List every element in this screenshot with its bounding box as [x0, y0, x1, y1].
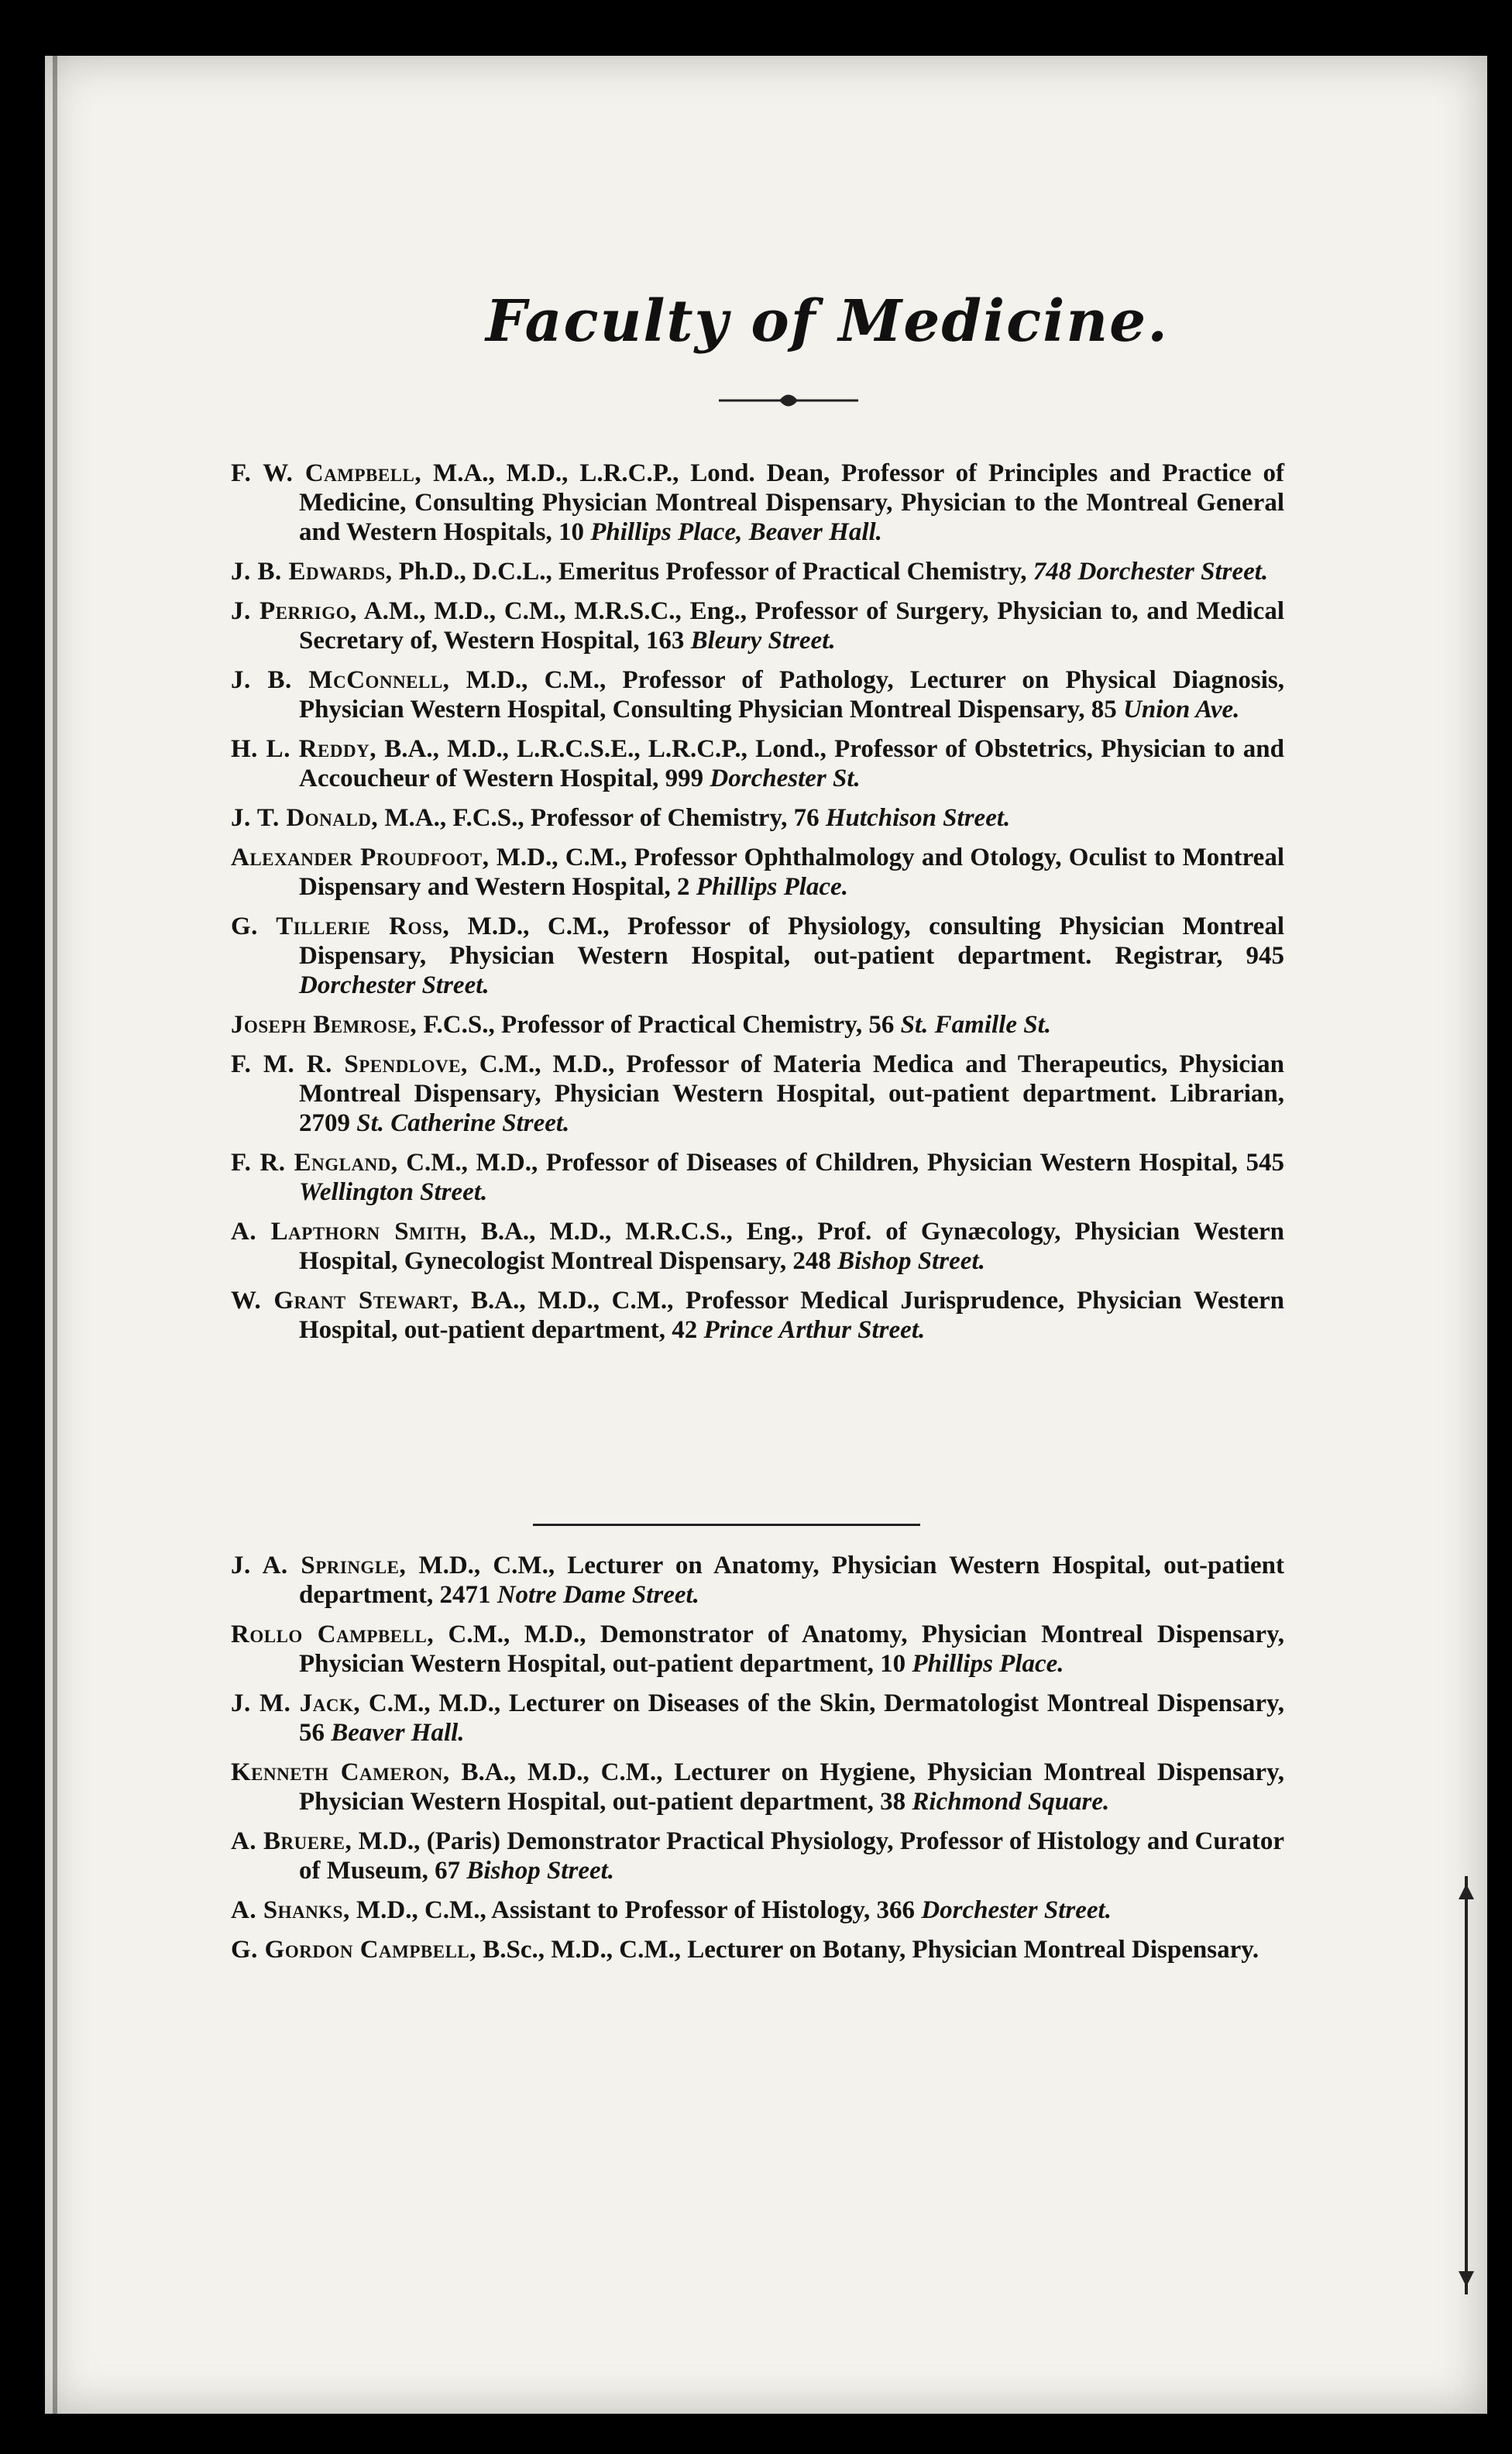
faculty-entry	[231, 803, 1284, 833]
entry-name: W. Grant Stewart,	[231, 1287, 459, 1315]
faculty-list	[231, 459, 1284, 1355]
entry-text: M.D., C.M., Professor Ophthalmology and Otology, Oculist to Montreal Dispensary and Western Hospital, 2	[299, 844, 1284, 901]
entry-text: C.M., M.D., Professor of Diseases of Children, Physician Western Hospital, 545	[397, 1149, 1284, 1177]
entry-name: J. T. Donald,	[231, 804, 379, 832]
entry-address: Phillips Place, Beaver Hall.	[590, 518, 882, 546]
entry-address: Dorchester Street.	[921, 1896, 1112, 1924]
entry-address: St. Catherine Street.	[356, 1109, 570, 1137]
entry-name: A. Lapthorn Smith,	[231, 1218, 467, 1246]
faculty-entry	[231, 1010, 1284, 1040]
entry-text: M.D., C.M., Lecturer on Anatomy, Physician Western Hospital, out-patient department, 2471	[299, 1552, 1284, 1609]
entry-name: A. Bruere,	[231, 1827, 352, 1855]
lecturer-entry	[231, 1827, 1284, 1885]
entry-text: M.D., (Paris) Demonstrator Practical Physiology, Professor of Histology and Curator of Museum, 67	[299, 1827, 1284, 1885]
entry-text: C.M., M.D., Lecturer on Diseases of the Skin, Dermatologist Montreal Dispensary, 56	[299, 1689, 1284, 1747]
entry-address: Bishop Street.	[837, 1247, 985, 1275]
section-divider	[533, 1524, 920, 1526]
entry-name: H. L. Reddy,	[231, 735, 376, 763]
entry-name: F. M. R. Spendlove,	[231, 1050, 468, 1078]
faculty-entry	[231, 1286, 1284, 1345]
entry-name: J. Perrigo,	[231, 597, 357, 625]
entry-address: Wellington Street.	[299, 1178, 488, 1206]
entry-name: G. Tillerie Ross,	[231, 913, 450, 940]
faculty-entry	[231, 912, 1284, 1000]
faculty-entry	[231, 1148, 1284, 1207]
faculty-entry	[231, 557, 1284, 586]
entry-name: A. Shanks,	[231, 1896, 350, 1924]
entry-address: Phillips Place.	[696, 873, 848, 901]
entry-address: Dorchester Street.	[299, 971, 490, 999]
lecturer-entry	[231, 1620, 1284, 1679]
entry-text: Ph.D., D.C.L., Emeritus Professor of Practical Chemistry,	[392, 558, 1033, 586]
entry-address: Bleury Street.	[690, 627, 836, 655]
page-edge-shadow	[53, 56, 57, 2414]
entry-address: Richmond Square.	[912, 1788, 1110, 1816]
entry-address: St. Famille St.	[900, 1011, 1051, 1039]
entry-name: J. B. McConnell,	[231, 666, 450, 694]
entry-address: Beaver Hall.	[331, 1719, 465, 1747]
entry-address: Dorchester St.	[710, 765, 861, 792]
entry-address: Notre Dame Street.	[497, 1581, 699, 1609]
entry-text: B.A., M.D., C.M., Lecturer on Hygiene, Physician Montreal Dispensary, Physician Western Hospital, out-patient department, 38	[299, 1758, 1284, 1816]
entry-name: J. M. Jack,	[231, 1689, 361, 1717]
entry-name: F. R. England,	[231, 1149, 398, 1177]
faculty-entry	[231, 843, 1284, 902]
entry-text: B.A., M.D., M.R.C.S., Eng., Prof. of Gynæcology, Physician Western Hospital, Gynecologist Montreal Dispensary, 248	[299, 1218, 1284, 1275]
lecturer-entry	[231, 1551, 1284, 1610]
entry-address: Hutchison Street.	[825, 804, 1011, 832]
entry-text: C.M., M.D., Demonstrator of Anatomy, Physician Montreal Dispensary, Physician Western Hospital, out-patient department, 10	[299, 1621, 1285, 1678]
entry-address: Union Ave.	[1123, 696, 1240, 723]
entry-name: Alexander Proudfoot,	[231, 844, 490, 871]
entry-name: J. A. Springle,	[231, 1552, 407, 1579]
entry-text: B.A., M.D., L.R.C.S.E., L.R.C.P., Lond., Professor of Obstetrics, Physician to and Accoucheur of Western Hospital, 999	[299, 735, 1284, 792]
lecturer-entry	[231, 1935, 1284, 1964]
entry-address: Phillips Place.	[912, 1650, 1064, 1678]
faculty-entry	[231, 734, 1284, 793]
entry-name: F. W. Campbell,	[231, 459, 422, 487]
entry-text: C.M., M.D., Professor of Materia Medica and Therapeutics, Physician Montreal Dispensary, Physician Western Hospital, out-patient department. Librarian, 2709	[299, 1050, 1284, 1137]
lecturer-list	[231, 1551, 1284, 1975]
faculty-entry	[231, 665, 1284, 724]
entry-text: M.A., M.D., L.R.C.P., Lond. Dean, Professor of Principles and Practice of Medicine, Consulting Physician Montreal Dispensary, Physician to the Montreal General and Western Hospitals, 10	[299, 459, 1284, 546]
lecturer-entry	[231, 1689, 1284, 1748]
scanned-page	[45, 56, 1487, 2414]
faculty-entry	[231, 596, 1284, 655]
title-ornament	[711, 389, 866, 412]
faculty-entry	[231, 1050, 1284, 1138]
entry-name: J. B. Edwards,	[231, 558, 393, 586]
lecturer-entry	[231, 1758, 1284, 1816]
entry-address: Bishop Street.	[466, 1857, 615, 1885]
entry-text: M.D., C.M., Professor of Pathology, Lecturer on Physical Diagnosis, Physician Western Hospital, Consulting Physician Montreal Dispensary, 85	[299, 666, 1285, 723]
entry-name: G. Gordon Campbell,	[231, 1936, 477, 1964]
entry-address: Prince Arthur Street.	[703, 1316, 926, 1344]
entry-text: B.Sc., M.D., C.M., Lecturer on Botany, Physician Montreal Dispensary.	[476, 1936, 1259, 1964]
entry-name: Rollo Campbell,	[231, 1621, 435, 1648]
entry-name: Joseph Bemrose,	[231, 1011, 418, 1039]
entry-text: A.M., M.D., C.M., M.R.S.C., Eng., Professor of Surgery, Physician to, and Medical Secretary of, Western Hospital, 163	[299, 597, 1284, 655]
entry-text: B.A., M.D., C.M., Professor Medical Jurisprudence, Physician Western Hospital, out-patient department, 42	[299, 1287, 1285, 1344]
faculty-entry	[231, 1217, 1284, 1276]
entry-name: Kenneth Cameron,	[231, 1758, 450, 1786]
entry-text: M.D., C.M., Professor of Physiology, consulting Physician Montreal Dispensary, Physician Western Hospital, out-patient department. Registrar, 945	[299, 913, 1284, 970]
entry-text: F.C.S., Professor of Practical Chemistry, 56	[417, 1011, 901, 1039]
binding-clip-mark	[1455, 1876, 1478, 2294]
faculty-entry	[231, 459, 1284, 547]
entry-address: 748 Dorchester Street.	[1033, 558, 1269, 586]
entry-text: M.D., C.M., Assistant to Professor of Histology, 366	[349, 1896, 922, 1924]
lecturer-entry	[231, 1895, 1284, 1925]
page-title: Faculty of Medicine.	[486, 288, 1169, 355]
entry-text: M.A., F.C.S., Professor of Chemistry, 76	[378, 804, 826, 832]
